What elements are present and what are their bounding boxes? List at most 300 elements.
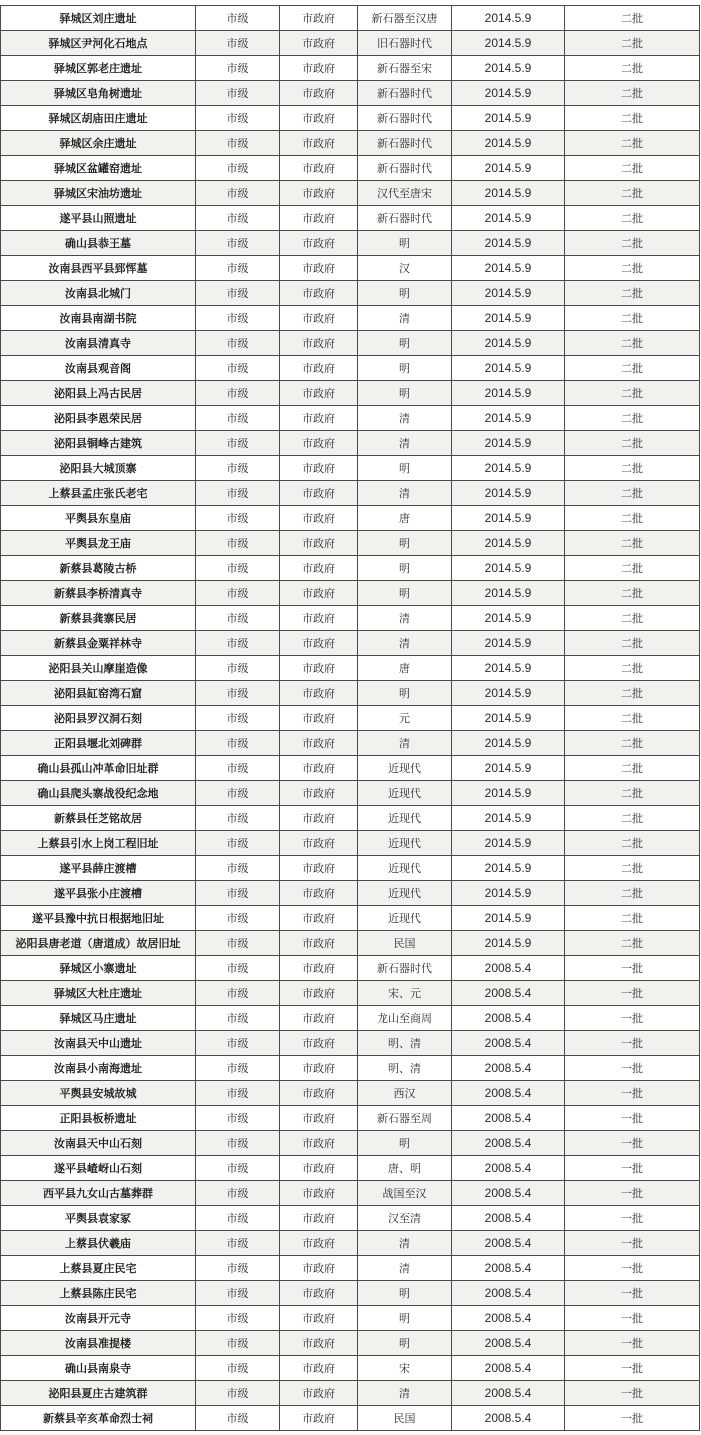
protection-level-cell: 市级	[196, 81, 280, 106]
table-row	[1, 1306, 700, 1331]
table-row	[1, 1231, 700, 1256]
table-row	[1, 231, 700, 256]
announce-date-cell: 2014.5.9	[452, 631, 565, 656]
batch-cell: 二批	[565, 806, 700, 831]
approving-authority-cell: 市政府	[280, 1181, 358, 1206]
batch-cell: 二批	[565, 431, 700, 456]
announce-date-cell: 2014.5.9	[452, 481, 565, 506]
site-name-cell: 汝南县观音阁	[1, 356, 196, 381]
site-name-cell: 泌阳县李恩荣民居	[1, 406, 196, 431]
site-name-cell: 驿城区大杜庄遗址	[1, 981, 196, 1006]
batch-cell: 二批	[565, 606, 700, 631]
protection-level-cell: 市级	[196, 431, 280, 456]
protection-level-cell: 市级	[196, 1206, 280, 1231]
era-cell: 明	[358, 381, 452, 406]
era-cell: 宋、元	[358, 981, 452, 1006]
era-cell: 民国	[358, 1406, 452, 1431]
announce-date-cell: 2014.5.9	[452, 906, 565, 931]
protection-level-cell: 市级	[196, 406, 280, 431]
batch-cell: 一批	[565, 1381, 700, 1406]
announce-date-cell: 2008.5.4	[452, 1281, 565, 1306]
batch-cell: 二批	[565, 106, 700, 131]
approving-authority-cell: 市政府	[280, 281, 358, 306]
site-name-cell: 汝南县西平县郅恽墓	[1, 256, 196, 281]
table-row	[1, 206, 700, 231]
table-row	[1, 781, 700, 806]
protection-level-cell: 市级	[196, 781, 280, 806]
protection-level-cell: 市级	[196, 656, 280, 681]
table-row	[1, 1356, 700, 1381]
batch-cell: 二批	[565, 906, 700, 931]
approving-authority-cell: 市政府	[280, 1331, 358, 1356]
era-cell: 新石器至宋	[358, 56, 452, 81]
approving-authority-cell: 市政府	[280, 206, 358, 231]
site-name-cell: 遂平县张小庄渡槽	[1, 881, 196, 906]
protection-level-cell: 市级	[196, 806, 280, 831]
site-name-cell: 平舆县安城故城	[1, 1081, 196, 1106]
era-cell: 清	[358, 1381, 452, 1406]
site-name-cell: 正阳县板桥遗址	[1, 1106, 196, 1131]
era-cell: 宋	[358, 1356, 452, 1381]
announce-date-cell: 2014.5.9	[452, 56, 565, 81]
site-name-cell: 汝南县天中山遗址	[1, 1031, 196, 1056]
era-cell: 近现代	[358, 856, 452, 881]
table-row	[1, 81, 700, 106]
batch-cell: 一批	[565, 1081, 700, 1106]
site-name-cell: 驿城区盆罐窑遗址	[1, 156, 196, 181]
protection-level-cell: 市级	[196, 881, 280, 906]
era-cell: 近现代	[358, 781, 452, 806]
site-name-cell: 平舆县龙王庙	[1, 531, 196, 556]
protection-level-cell: 市级	[196, 981, 280, 1006]
batch-cell: 二批	[565, 356, 700, 381]
protection-level-cell: 市级	[196, 31, 280, 56]
protection-level-cell: 市级	[196, 356, 280, 381]
batch-cell: 二批	[565, 406, 700, 431]
table-row	[1, 331, 700, 356]
table-row	[1, 606, 700, 631]
announce-date-cell: 2014.5.9	[452, 406, 565, 431]
approving-authority-cell: 市政府	[280, 1356, 358, 1381]
era-cell: 新石器时代	[358, 131, 452, 156]
batch-cell: 一批	[565, 1031, 700, 1056]
announce-date-cell: 2014.5.9	[452, 531, 565, 556]
batch-cell: 二批	[565, 881, 700, 906]
approving-authority-cell: 市政府	[280, 731, 358, 756]
announce-date-cell: 2014.5.9	[452, 181, 565, 206]
site-name-cell: 泌阳县夏庄古建筑群	[1, 1381, 196, 1406]
table-row	[1, 1156, 700, 1181]
protection-level-cell: 市级	[196, 1056, 280, 1081]
table-row	[1, 631, 700, 656]
protection-level-cell: 市级	[196, 1156, 280, 1181]
table-row	[1, 406, 700, 431]
batch-cell: 二批	[565, 531, 700, 556]
announce-date-cell: 2014.5.9	[452, 106, 565, 131]
announce-date-cell: 2008.5.4	[452, 1381, 565, 1406]
site-name-cell: 驿城区余庄遗址	[1, 131, 196, 156]
site-name-cell: 驿城区郭老庄遗址	[1, 56, 196, 81]
approving-authority-cell: 市政府	[280, 431, 358, 456]
site-name-cell: 新蔡县葛陵古桥	[1, 556, 196, 581]
approving-authority-cell: 市政府	[280, 356, 358, 381]
table-row	[1, 556, 700, 581]
announce-date-cell: 2014.5.9	[452, 781, 565, 806]
table-row	[1, 981, 700, 1006]
approving-authority-cell: 市政府	[280, 781, 358, 806]
protection-level-cell: 市级	[196, 131, 280, 156]
protection-level-cell: 市级	[196, 756, 280, 781]
site-name-cell: 遂平县嵖岈山石刻	[1, 1156, 196, 1181]
table-row	[1, 531, 700, 556]
announce-date-cell: 2014.5.9	[452, 206, 565, 231]
approving-authority-cell: 市政府	[280, 331, 358, 356]
approving-authority-cell: 市政府	[280, 6, 358, 31]
batch-cell: 二批	[565, 131, 700, 156]
site-name-cell: 驿城区马庄遗址	[1, 1006, 196, 1031]
table-row	[1, 1056, 700, 1081]
protection-level-cell: 市级	[196, 1281, 280, 1306]
table-row	[1, 1181, 700, 1206]
approving-authority-cell: 市政府	[280, 181, 358, 206]
batch-cell: 二批	[565, 931, 700, 956]
site-name-cell: 泌阳县缸窑湾石窟	[1, 681, 196, 706]
batch-cell: 二批	[565, 156, 700, 181]
table-row	[1, 281, 700, 306]
protection-level-cell: 市级	[196, 1231, 280, 1256]
announce-date-cell: 2008.5.4	[452, 1006, 565, 1031]
approving-authority-cell: 市政府	[280, 506, 358, 531]
approving-authority-cell: 市政府	[280, 256, 358, 281]
batch-cell: 二批	[565, 281, 700, 306]
site-name-cell: 西平县九女山古墓葬群	[1, 1181, 196, 1206]
batch-cell: 二批	[565, 306, 700, 331]
protection-level-cell: 市级	[196, 706, 280, 731]
announce-date-cell: 2014.5.9	[452, 856, 565, 881]
approving-authority-cell: 市政府	[280, 1006, 358, 1031]
approving-authority-cell: 市政府	[280, 231, 358, 256]
protection-level-cell: 市级	[196, 1256, 280, 1281]
batch-cell: 二批	[565, 381, 700, 406]
table-row	[1, 1381, 700, 1406]
protection-level-cell: 市级	[196, 206, 280, 231]
batch-cell: 二批	[565, 831, 700, 856]
approving-authority-cell: 市政府	[280, 831, 358, 856]
site-name-cell: 驿城区刘庄遗址	[1, 6, 196, 31]
era-cell: 新石器至周	[358, 1106, 452, 1131]
era-cell: 清	[358, 306, 452, 331]
approving-authority-cell: 市政府	[280, 856, 358, 881]
era-cell: 龙山至商周	[358, 1006, 452, 1031]
announce-date-cell: 2014.5.9	[452, 681, 565, 706]
batch-cell: 二批	[565, 556, 700, 581]
era-cell: 唐、明	[358, 1156, 452, 1181]
batch-cell: 一批	[565, 1256, 700, 1281]
batch-cell: 一批	[565, 1006, 700, 1031]
era-cell: 汉至清	[358, 1206, 452, 1231]
site-name-cell: 驿城区皂角树遗址	[1, 81, 196, 106]
announce-date-cell: 2008.5.4	[452, 981, 565, 1006]
site-name-cell: 汝南县南湖书院	[1, 306, 196, 331]
approving-authority-cell: 市政府	[280, 606, 358, 631]
announce-date-cell: 2014.5.9	[452, 31, 565, 56]
site-name-cell: 汝南县准提楼	[1, 1331, 196, 1356]
era-cell: 近现代	[358, 906, 452, 931]
approving-authority-cell: 市政府	[280, 131, 358, 156]
batch-cell: 一批	[565, 1231, 700, 1256]
era-cell: 清	[358, 1231, 452, 1256]
batch-cell: 二批	[565, 481, 700, 506]
batch-cell: 二批	[565, 331, 700, 356]
batch-cell: 二批	[565, 206, 700, 231]
table-row	[1, 1281, 700, 1306]
announce-date-cell: 2008.5.4	[452, 1256, 565, 1281]
era-cell: 战国至汉	[358, 1181, 452, 1206]
protection-level-cell: 市级	[196, 1331, 280, 1356]
batch-cell: 一批	[565, 1206, 700, 1231]
approving-authority-cell: 市政府	[280, 706, 358, 731]
era-cell: 明	[358, 1331, 452, 1356]
table-row	[1, 306, 700, 331]
batch-cell: 二批	[565, 231, 700, 256]
approving-authority-cell: 市政府	[280, 906, 358, 931]
announce-date-cell: 2008.5.4	[452, 956, 565, 981]
batch-cell: 一批	[565, 1181, 700, 1206]
announce-date-cell: 2014.5.9	[452, 331, 565, 356]
table-row	[1, 131, 700, 156]
announce-date-cell: 2014.5.9	[452, 556, 565, 581]
batch-cell: 二批	[565, 506, 700, 531]
site-name-cell: 泌阳县铜峰古建筑	[1, 431, 196, 456]
announce-date-cell: 2014.5.9	[452, 431, 565, 456]
table-row	[1, 581, 700, 606]
batch-cell: 一批	[565, 1406, 700, 1431]
era-cell: 新石器至汉唐	[358, 6, 452, 31]
table-row	[1, 1031, 700, 1056]
table-row	[1, 156, 700, 181]
era-cell: 新石器时代	[358, 81, 452, 106]
batch-cell: 二批	[565, 706, 700, 731]
table-row	[1, 181, 700, 206]
announce-date-cell: 2014.5.9	[452, 356, 565, 381]
approving-authority-cell: 市政府	[280, 1256, 358, 1281]
announce-date-cell: 2008.5.4	[452, 1356, 565, 1381]
protection-level-cell: 市级	[196, 281, 280, 306]
era-cell: 民国	[358, 931, 452, 956]
approving-authority-cell: 市政府	[280, 481, 358, 506]
era-cell: 清	[358, 1256, 452, 1281]
approving-authority-cell: 市政府	[280, 31, 358, 56]
batch-cell: 一批	[565, 1156, 700, 1181]
announce-date-cell: 2014.5.9	[452, 731, 565, 756]
table-row	[1, 656, 700, 681]
approving-authority-cell: 市政府	[280, 556, 358, 581]
era-cell: 明	[358, 281, 452, 306]
protection-level-cell: 市级	[196, 1081, 280, 1106]
era-cell: 近现代	[358, 881, 452, 906]
approving-authority-cell: 市政府	[280, 806, 358, 831]
batch-cell: 二批	[565, 81, 700, 106]
table-row	[1, 1131, 700, 1156]
announce-date-cell: 2008.5.4	[452, 1206, 565, 1231]
table-row	[1, 831, 700, 856]
protection-level-cell: 市级	[196, 581, 280, 606]
batch-cell: 二批	[565, 856, 700, 881]
protection-level-cell: 市级	[196, 456, 280, 481]
approving-authority-cell: 市政府	[280, 406, 358, 431]
approving-authority-cell: 市政府	[280, 156, 358, 181]
heritage-sites-table	[0, 5, 700, 1431]
protection-level-cell: 市级	[196, 906, 280, 931]
approving-authority-cell: 市政府	[280, 956, 358, 981]
table-body	[1, 6, 700, 1431]
approving-authority-cell: 市政府	[280, 656, 358, 681]
protection-level-cell: 市级	[196, 231, 280, 256]
site-name-cell: 新蔡县金粟祥林寺	[1, 631, 196, 656]
era-cell: 唐	[358, 506, 452, 531]
protection-level-cell: 市级	[196, 331, 280, 356]
announce-date-cell: 2014.5.9	[452, 381, 565, 406]
site-name-cell: 新蔡县龚寨民居	[1, 606, 196, 631]
era-cell: 明	[358, 1306, 452, 1331]
site-name-cell: 驿城区小寨遗址	[1, 956, 196, 981]
site-name-cell: 正阳县堰北刘碑群	[1, 731, 196, 756]
approving-authority-cell: 市政府	[280, 1081, 358, 1106]
protection-level-cell: 市级	[196, 1406, 280, 1431]
protection-level-cell: 市级	[196, 1106, 280, 1131]
era-cell: 近现代	[358, 756, 452, 781]
site-name-cell: 遂平县豫中抗日根据地旧址	[1, 906, 196, 931]
site-name-cell: 遂平县山照遗址	[1, 206, 196, 231]
approving-authority-cell: 市政府	[280, 881, 358, 906]
site-name-cell: 平舆县袁家冢	[1, 1206, 196, 1231]
announce-date-cell: 2014.5.9	[452, 131, 565, 156]
era-cell: 近现代	[358, 806, 452, 831]
announce-date-cell: 2014.5.9	[452, 656, 565, 681]
era-cell: 明、清	[358, 1031, 452, 1056]
era-cell: 清	[358, 406, 452, 431]
approving-authority-cell: 市政府	[280, 381, 358, 406]
site-name-cell: 汝南县天中山石刻	[1, 1131, 196, 1156]
table-row	[1, 1331, 700, 1356]
protection-level-cell: 市级	[196, 156, 280, 181]
table-row	[1, 6, 700, 31]
batch-cell: 一批	[565, 1106, 700, 1131]
batch-cell: 二批	[565, 731, 700, 756]
batch-cell: 二批	[565, 6, 700, 31]
protection-level-cell: 市级	[196, 106, 280, 131]
batch-cell: 一批	[565, 981, 700, 1006]
table-row	[1, 881, 700, 906]
batch-cell: 二批	[565, 631, 700, 656]
approving-authority-cell: 市政府	[280, 106, 358, 131]
batch-cell: 一批	[565, 1281, 700, 1306]
era-cell: 明	[358, 681, 452, 706]
protection-level-cell: 市级	[196, 681, 280, 706]
era-cell: 汉代至唐宋	[358, 181, 452, 206]
era-cell: 明	[358, 356, 452, 381]
table-row	[1, 956, 700, 981]
table-row	[1, 931, 700, 956]
approving-authority-cell: 市政府	[280, 1131, 358, 1156]
table-row	[1, 1006, 700, 1031]
era-cell: 明	[358, 556, 452, 581]
announce-date-cell: 2008.5.4	[452, 1156, 565, 1181]
announce-date-cell: 2014.5.9	[452, 806, 565, 831]
batch-cell: 二批	[565, 456, 700, 481]
protection-level-cell: 市级	[196, 856, 280, 881]
table-row	[1, 1106, 700, 1131]
era-cell: 清	[358, 631, 452, 656]
table-row	[1, 506, 700, 531]
approving-authority-cell: 市政府	[280, 1206, 358, 1231]
approving-authority-cell: 市政府	[280, 1031, 358, 1056]
table-row	[1, 1081, 700, 1106]
announce-date-cell: 2008.5.4	[452, 1056, 565, 1081]
table-row	[1, 806, 700, 831]
announce-date-cell: 2008.5.4	[452, 1306, 565, 1331]
era-cell: 明	[358, 1131, 452, 1156]
announce-date-cell: 2014.5.9	[452, 506, 565, 531]
batch-cell: 二批	[565, 181, 700, 206]
site-name-cell: 确山县孤山冲革命旧址群	[1, 756, 196, 781]
protection-level-cell: 市级	[196, 631, 280, 656]
protection-level-cell: 市级	[196, 256, 280, 281]
site-name-cell: 新蔡县李桥清真寺	[1, 581, 196, 606]
site-name-cell: 泌阳县罗汉洞石刻	[1, 706, 196, 731]
approving-authority-cell: 市政府	[280, 1056, 358, 1081]
protection-level-cell: 市级	[196, 731, 280, 756]
table-row	[1, 706, 700, 731]
site-name-cell: 泌阳县关山摩崖造像	[1, 656, 196, 681]
batch-cell: 二批	[565, 656, 700, 681]
protection-level-cell: 市级	[196, 1006, 280, 1031]
approving-authority-cell: 市政府	[280, 1381, 358, 1406]
site-name-cell: 上蔡县孟庄张氏老宅	[1, 481, 196, 506]
site-name-cell: 驿城区胡庙田庄遗址	[1, 106, 196, 131]
protection-level-cell: 市级	[196, 306, 280, 331]
table-row	[1, 1256, 700, 1281]
site-name-cell: 平舆县东皇庙	[1, 506, 196, 531]
table-row	[1, 756, 700, 781]
table-row	[1, 256, 700, 281]
era-cell: 新石器时代	[358, 156, 452, 181]
announce-date-cell: 2008.5.4	[452, 1406, 565, 1431]
announce-date-cell: 2014.5.9	[452, 281, 565, 306]
era-cell: 明、清	[358, 1056, 452, 1081]
protection-level-cell: 市级	[196, 831, 280, 856]
approving-authority-cell: 市政府	[280, 581, 358, 606]
site-name-cell: 确山县南泉寺	[1, 1356, 196, 1381]
era-cell: 明	[358, 581, 452, 606]
announce-date-cell: 2008.5.4	[452, 1081, 565, 1106]
table-row	[1, 456, 700, 481]
site-name-cell: 确山县爬头寨战役纪念地	[1, 781, 196, 806]
era-cell: 新石器时代	[358, 206, 452, 231]
site-name-cell: 确山县恭王墓	[1, 231, 196, 256]
announce-date-cell: 2014.5.9	[452, 6, 565, 31]
protection-level-cell: 市级	[196, 531, 280, 556]
era-cell: 元	[358, 706, 452, 731]
site-name-cell: 上蔡县引水上岗工程旧址	[1, 831, 196, 856]
table-row	[1, 106, 700, 131]
table-row	[1, 381, 700, 406]
table-row	[1, 1206, 700, 1231]
batch-cell: 一批	[565, 1356, 700, 1381]
era-cell: 清	[358, 606, 452, 631]
approving-authority-cell: 市政府	[280, 931, 358, 956]
batch-cell: 一批	[565, 1131, 700, 1156]
